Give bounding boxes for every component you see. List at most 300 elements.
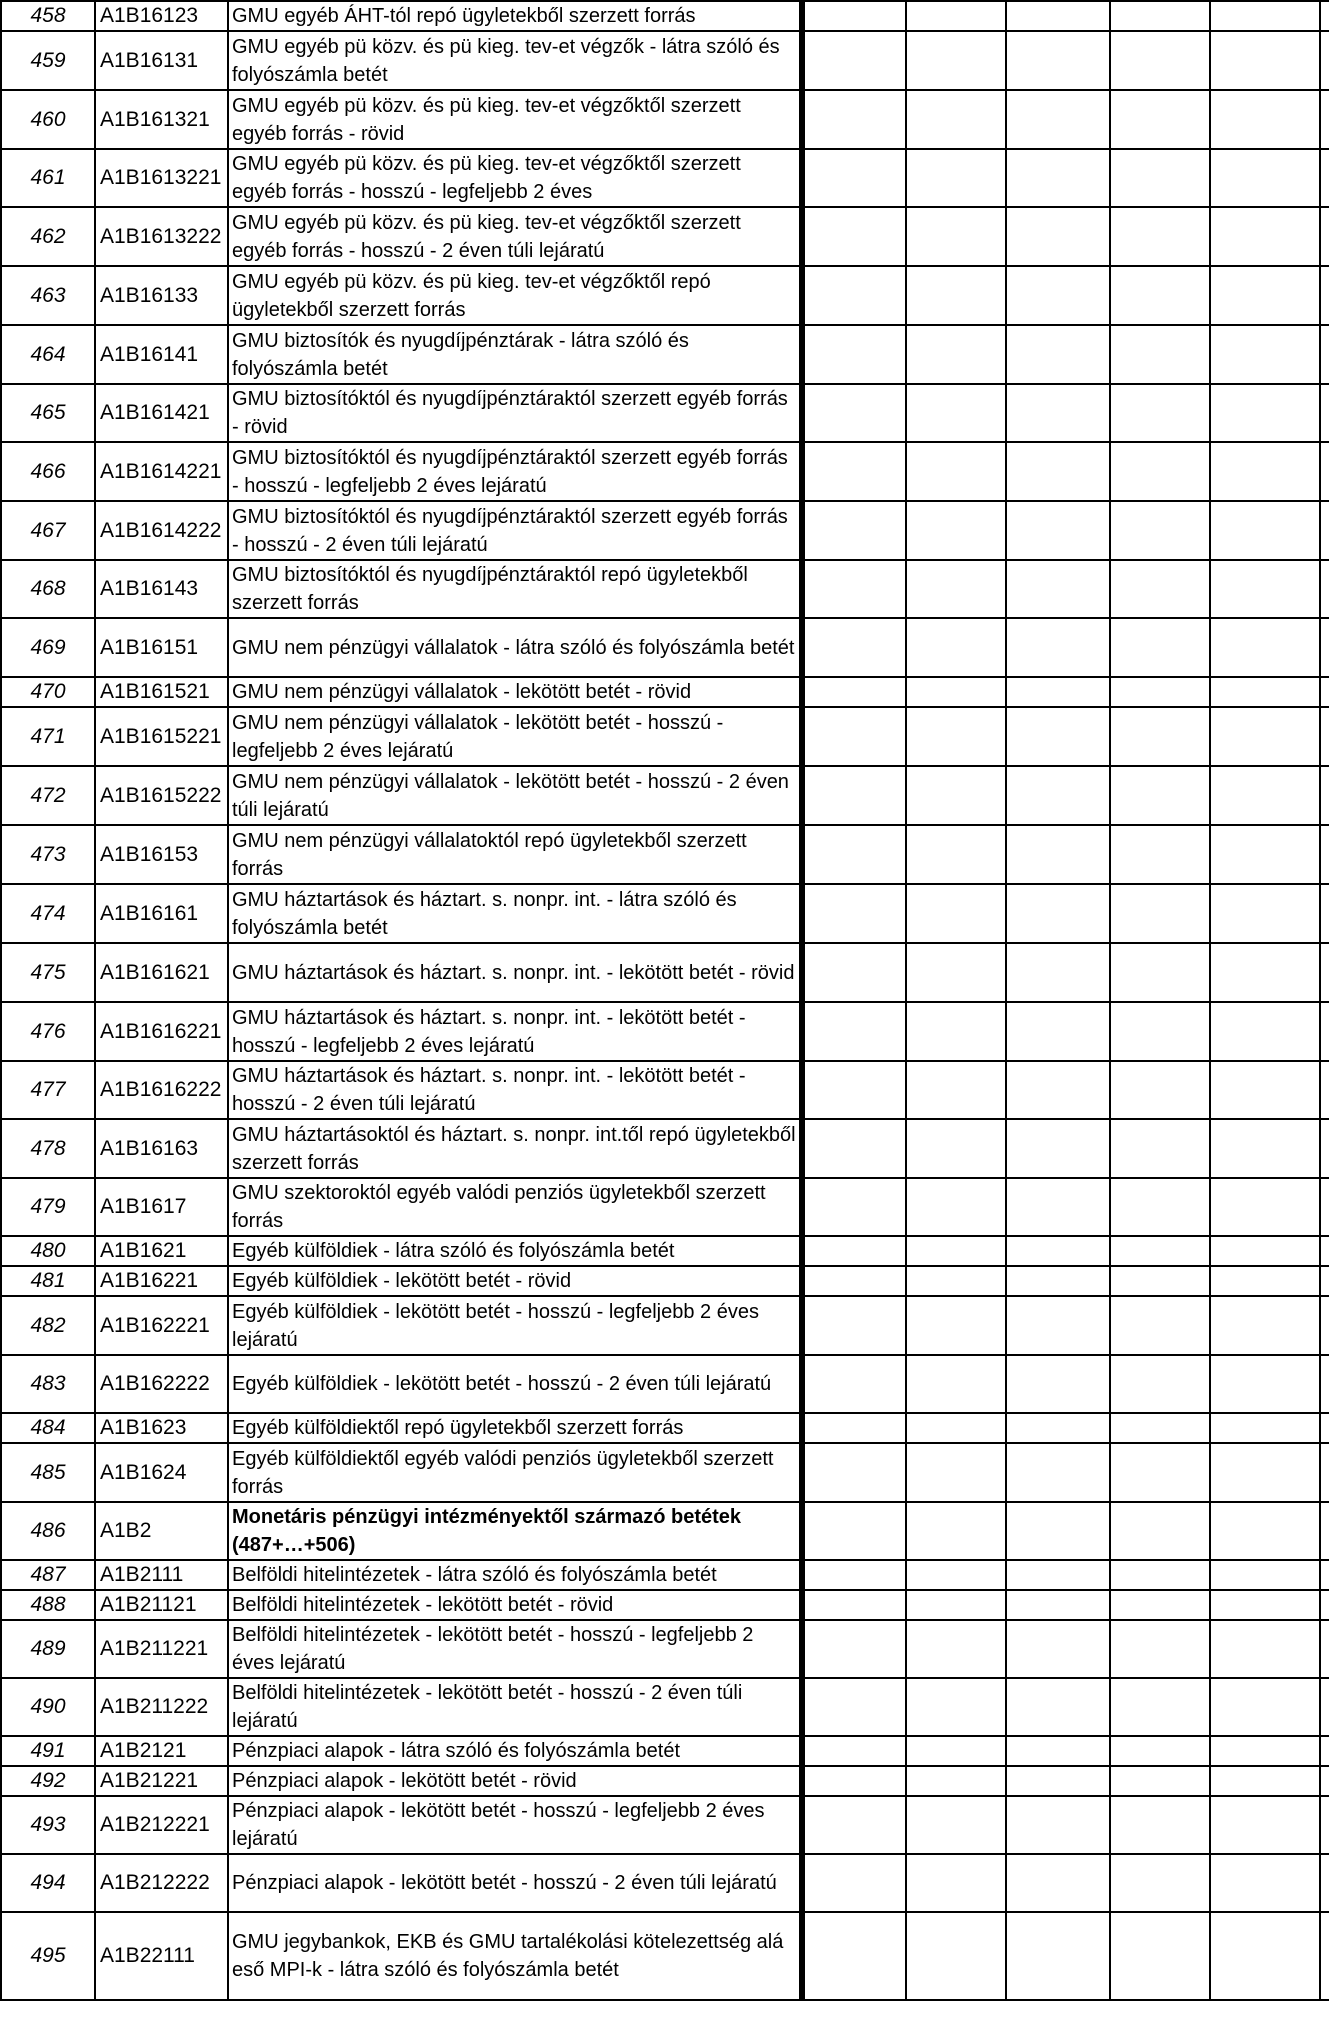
- empty-value-cell: [1210, 149, 1320, 207]
- empty-value-cell: [1006, 1766, 1110, 1796]
- empty-value-cell: [906, 1296, 1006, 1355]
- empty-value-cell: [1110, 266, 1210, 325]
- row-code: A1B22111: [95, 1912, 228, 2000]
- row-code: A1B1623: [95, 1413, 228, 1443]
- empty-value-cell: [802, 943, 906, 1002]
- row-description: GMU háztartások és háztart. s. nonpr. int. - lekötött betét - rövid: [228, 943, 802, 1002]
- empty-value-cell: [906, 1236, 1006, 1266]
- empty-value-cell: [1320, 677, 1329, 707]
- empty-value-cell: [802, 618, 906, 677]
- empty-value-cell: [1320, 825, 1329, 884]
- empty-value-cell: [1006, 90, 1110, 149]
- empty-value-cell: [1320, 501, 1329, 560]
- row-number: 466: [1, 442, 95, 501]
- table-row: [1, 1413, 1329, 1443]
- table-row: [1, 1, 1329, 31]
- empty-value-cell: [802, 1236, 906, 1266]
- empty-value-cell: [1210, 1502, 1320, 1560]
- empty-value-cell: [906, 149, 1006, 207]
- row-description: Egyéb külföldiek - lekötött betét - rövid: [228, 1266, 802, 1296]
- empty-value-cell: [1320, 1796, 1329, 1854]
- row-code: A1B16163: [95, 1119, 228, 1178]
- row-description: GMU biztosítóktól és nyugdíjpénztáraktól szerzett egyéb forrás - hosszú - legfeljebb 2 éves lejáratú: [228, 442, 802, 501]
- empty-value-cell: [906, 90, 1006, 149]
- empty-value-cell: [1006, 884, 1110, 943]
- empty-value-cell: [906, 1736, 1006, 1766]
- row-number: 489: [1, 1620, 95, 1678]
- empty-value-cell: [802, 501, 906, 560]
- row-code: A1B2: [95, 1502, 228, 1560]
- row-number: 468: [1, 560, 95, 618]
- empty-value-cell: [1210, 207, 1320, 266]
- row-code: A1B21221: [95, 1766, 228, 1796]
- empty-value-cell: [1320, 1, 1329, 31]
- row-number: 483: [1, 1355, 95, 1413]
- empty-value-cell: [906, 1912, 1006, 2000]
- table-row: [1, 1355, 1329, 1413]
- empty-value-cell: [1110, 501, 1210, 560]
- empty-value-cell: [1320, 442, 1329, 501]
- row-number: 458: [1, 1, 95, 31]
- row-code: A1B1616222: [95, 1061, 228, 1119]
- row-description: Egyéb külföldiek - lekötött betét - hosszú - 2 éven túli lejáratú: [228, 1355, 802, 1413]
- empty-value-cell: [1320, 1912, 1329, 2000]
- row-description: GMU háztartások és háztart. s. nonpr. int. - lekötött betét - hosszú - legfeljebb 2 éves lejáratú: [228, 1002, 802, 1061]
- empty-value-cell: [1210, 1912, 1320, 2000]
- row-code: A1B16141: [95, 325, 228, 384]
- empty-value-cell: [1006, 825, 1110, 884]
- row-code: A1B211221: [95, 1620, 228, 1678]
- table-row: [1, 766, 1329, 825]
- empty-value-cell: [1320, 90, 1329, 149]
- empty-value-cell: [1006, 1560, 1110, 1590]
- row-number: 486: [1, 1502, 95, 1560]
- row-description: GMU egyéb pü közv. és pü kieg. tev-et végzőktől szerzett egyéb forrás - hosszú - 2 éven túli lejáratú: [228, 207, 802, 266]
- table-row: [1, 1590, 1329, 1620]
- empty-value-cell: [802, 560, 906, 618]
- row-description: GMU biztosítóktól és nyugdíjpénztáraktól szerzett egyéb forrás - hosszú - 2 éven túli lejáratú: [228, 501, 802, 560]
- row-description: Egyéb külföldiektől egyéb valódi penziós ügyletekből szerzett forrás: [228, 1443, 802, 1502]
- table-row: [1, 1178, 1329, 1236]
- empty-value-cell: [1006, 1502, 1110, 1560]
- empty-value-cell: [1110, 1413, 1210, 1443]
- empty-value-cell: [1320, 1560, 1329, 1590]
- empty-value-cell: [1006, 501, 1110, 560]
- row-number: 476: [1, 1002, 95, 1061]
- empty-value-cell: [1320, 618, 1329, 677]
- empty-value-cell: [1210, 1620, 1320, 1678]
- row-code: A1B1614222: [95, 501, 228, 560]
- empty-value-cell: [1006, 1736, 1110, 1766]
- empty-value-cell: [1006, 1355, 1110, 1413]
- row-code: A1B212221: [95, 1796, 228, 1854]
- empty-value-cell: [1110, 149, 1210, 207]
- empty-value-cell: [906, 1178, 1006, 1236]
- empty-value-cell: [802, 1266, 906, 1296]
- empty-value-cell: [906, 1766, 1006, 1796]
- empty-value-cell: [1006, 325, 1110, 384]
- empty-value-cell: [1320, 384, 1329, 442]
- empty-value-cell: [802, 325, 906, 384]
- row-number: 472: [1, 766, 95, 825]
- empty-value-cell: [1110, 1266, 1210, 1296]
- row-description: GMU nem pénzügyi vállalatok - lekötött betét - hosszú - legfeljebb 2 éves lejáratú: [228, 707, 802, 766]
- empty-value-cell: [1210, 677, 1320, 707]
- empty-value-cell: [906, 825, 1006, 884]
- empty-value-cell: [1110, 766, 1210, 825]
- row-description: GMU biztosítóktól és nyugdíjpénztáraktól szerzett egyéb forrás - rövid: [228, 384, 802, 442]
- table-row: [1, 707, 1329, 766]
- row-number: 495: [1, 1912, 95, 2000]
- table-row: [1, 943, 1329, 1002]
- empty-value-cell: [1110, 1119, 1210, 1178]
- row-number: 462: [1, 207, 95, 266]
- empty-value-cell: [1110, 31, 1210, 90]
- row-description: GMU nem pénzügyi vállalatok - lekötött betét - rövid: [228, 677, 802, 707]
- empty-value-cell: [802, 1, 906, 31]
- row-number: 471: [1, 707, 95, 766]
- empty-value-cell: [802, 31, 906, 90]
- empty-value-cell: [906, 325, 1006, 384]
- row-number: 464: [1, 325, 95, 384]
- table-row: [1, 1502, 1329, 1560]
- table-row: [1, 618, 1329, 677]
- empty-value-cell: [802, 707, 906, 766]
- empty-value-cell: [1320, 325, 1329, 384]
- empty-value-cell: [906, 1443, 1006, 1502]
- empty-value-cell: [1110, 1355, 1210, 1413]
- empty-value-cell: [1110, 442, 1210, 501]
- empty-value-cell: [1320, 207, 1329, 266]
- table-row: [1, 1678, 1329, 1736]
- empty-value-cell: [906, 1061, 1006, 1119]
- empty-value-cell: [1006, 1266, 1110, 1296]
- empty-value-cell: [1320, 560, 1329, 618]
- row-code: A1B161321: [95, 90, 228, 149]
- empty-value-cell: [1210, 825, 1320, 884]
- row-code: A1B2111: [95, 1560, 228, 1590]
- row-description: Egyéb külföldiek - látra szóló és folyószámla betét: [228, 1236, 802, 1266]
- empty-value-cell: [1110, 1620, 1210, 1678]
- row-description: Belföldi hitelintézetek - lekötött betét - rövid: [228, 1590, 802, 1620]
- empty-value-cell: [802, 1296, 906, 1355]
- empty-value-cell: [1210, 943, 1320, 1002]
- row-description: GMU egyéb pü közv. és pü kieg. tev-et végzőktől repó ügyletekből szerzett forrás: [228, 266, 802, 325]
- empty-value-cell: [1110, 1296, 1210, 1355]
- empty-value-cell: [1006, 1002, 1110, 1061]
- row-code: A1B161521: [95, 677, 228, 707]
- row-code: A1B1615222: [95, 766, 228, 825]
- row-description: Pénzpiaci alapok - lekötött betét - hosszú - legfeljebb 2 éves lejáratú: [228, 1796, 802, 1854]
- empty-value-cell: [1110, 384, 1210, 442]
- row-code: A1B1613221: [95, 149, 228, 207]
- empty-value-cell: [906, 1266, 1006, 1296]
- table-row: [1, 825, 1329, 884]
- row-code: A1B16131: [95, 31, 228, 90]
- empty-value-cell: [1210, 90, 1320, 149]
- table-row: [1, 1620, 1329, 1678]
- empty-value-cell: [1110, 1854, 1210, 1912]
- empty-value-cell: [906, 1, 1006, 31]
- row-description: GMU egyéb pü közv. és pü kieg. tev-et végzők - látra szóló és folyószámla betét: [228, 31, 802, 90]
- row-number: 477: [1, 1061, 95, 1119]
- row-description: Pénzpiaci alapok - lekötött betét - hosszú - 2 éven túli lejáratú: [228, 1854, 802, 1912]
- table-row: [1, 1912, 1329, 2000]
- row-description: GMU háztartások és háztart. s. nonpr. int. - látra szóló és folyószámla betét: [228, 884, 802, 943]
- empty-value-cell: [802, 1119, 906, 1178]
- table-row: [1, 31, 1329, 90]
- table-row: [1, 560, 1329, 618]
- row-number: 474: [1, 884, 95, 943]
- row-code: A1B21121: [95, 1590, 228, 1620]
- empty-value-cell: [906, 1590, 1006, 1620]
- empty-value-cell: [1110, 207, 1210, 266]
- empty-value-cell: [1110, 884, 1210, 943]
- empty-value-cell: [802, 1854, 906, 1912]
- empty-value-cell: [802, 1443, 906, 1502]
- empty-value-cell: [1210, 1355, 1320, 1413]
- empty-value-cell: [1110, 1178, 1210, 1236]
- empty-value-cell: [1006, 677, 1110, 707]
- empty-value-cell: [1320, 1236, 1329, 1266]
- empty-value-cell: [1320, 1736, 1329, 1766]
- row-number: 492: [1, 1766, 95, 1796]
- empty-value-cell: [1006, 207, 1110, 266]
- row-code: A1B16123: [95, 1, 228, 31]
- row-number: 461: [1, 149, 95, 207]
- empty-value-cell: [1006, 1061, 1110, 1119]
- row-code: A1B16133: [95, 266, 228, 325]
- empty-value-cell: [1110, 325, 1210, 384]
- empty-value-cell: [1110, 1502, 1210, 1560]
- empty-value-cell: [1210, 884, 1320, 943]
- empty-value-cell: [1110, 1796, 1210, 1854]
- row-number: 479: [1, 1178, 95, 1236]
- empty-value-cell: [1006, 560, 1110, 618]
- empty-value-cell: [906, 1796, 1006, 1854]
- row-description: GMU nem pénzügyi vállalatok - lekötött betét - hosszú - 2 éven túli lejáratú: [228, 766, 802, 825]
- empty-value-cell: [1110, 1061, 1210, 1119]
- empty-value-cell: [1210, 442, 1320, 501]
- table-row: [1, 501, 1329, 560]
- empty-value-cell: [1110, 618, 1210, 677]
- empty-value-cell: [1320, 1119, 1329, 1178]
- empty-value-cell: [1320, 1678, 1329, 1736]
- table-row: [1, 442, 1329, 501]
- row-number: 487: [1, 1560, 95, 1590]
- empty-value-cell: [802, 677, 906, 707]
- empty-value-cell: [1320, 884, 1329, 943]
- empty-value-cell: [1110, 560, 1210, 618]
- empty-value-cell: [1320, 1443, 1329, 1502]
- empty-value-cell: [1006, 766, 1110, 825]
- row-code: A1B1614221: [95, 442, 228, 501]
- empty-value-cell: [802, 1796, 906, 1854]
- empty-value-cell: [906, 1502, 1006, 1560]
- empty-value-cell: [1006, 1443, 1110, 1502]
- empty-value-cell: [1320, 1266, 1329, 1296]
- empty-value-cell: [1210, 1119, 1320, 1178]
- empty-value-cell: [1320, 943, 1329, 1002]
- empty-value-cell: [1006, 31, 1110, 90]
- empty-value-cell: [802, 1178, 906, 1236]
- row-code: A1B1615221: [95, 707, 228, 766]
- empty-value-cell: [1006, 1590, 1110, 1620]
- empty-value-cell: [1110, 90, 1210, 149]
- empty-value-cell: [1210, 1061, 1320, 1119]
- empty-value-cell: [1210, 266, 1320, 325]
- empty-value-cell: [906, 1119, 1006, 1178]
- empty-value-cell: [1110, 1002, 1210, 1061]
- row-code: A1B16161: [95, 884, 228, 943]
- empty-value-cell: [1006, 1854, 1110, 1912]
- empty-value-cell: [1320, 1620, 1329, 1678]
- empty-value-cell: [1210, 1590, 1320, 1620]
- table-row: [1, 325, 1329, 384]
- empty-value-cell: [1320, 31, 1329, 90]
- row-number: 482: [1, 1296, 95, 1355]
- table-row: [1, 1560, 1329, 1590]
- table-row: [1, 1766, 1329, 1796]
- empty-value-cell: [802, 90, 906, 149]
- empty-value-cell: [1006, 1413, 1110, 1443]
- empty-value-cell: [1210, 1236, 1320, 1266]
- empty-value-cell: [802, 1560, 906, 1590]
- row-description: GMU szektoroktól egyéb valódi penziós ügyletekből szerzett forrás: [228, 1178, 802, 1236]
- table-row: [1, 266, 1329, 325]
- row-number: 460: [1, 90, 95, 149]
- empty-value-cell: [1110, 1236, 1210, 1266]
- table-row: [1, 1443, 1329, 1502]
- row-description: GMU nem pénzügyi vállalatok - látra szóló és folyószámla betét: [228, 618, 802, 677]
- row-number: 459: [1, 31, 95, 90]
- empty-value-cell: [802, 1061, 906, 1119]
- row-description: Pénzpiaci alapok - látra szóló és folyószámla betét: [228, 1736, 802, 1766]
- row-code: A1B1617: [95, 1178, 228, 1236]
- empty-value-cell: [1110, 1736, 1210, 1766]
- empty-value-cell: [1210, 1, 1320, 31]
- row-code: A1B161421: [95, 384, 228, 442]
- row-code: A1B16221: [95, 1266, 228, 1296]
- empty-value-cell: [906, 31, 1006, 90]
- empty-value-cell: [1210, 1766, 1320, 1796]
- empty-value-cell: [1006, 442, 1110, 501]
- table-row: [1, 90, 1329, 149]
- empty-value-cell: [1210, 1443, 1320, 1502]
- empty-value-cell: [906, 1678, 1006, 1736]
- empty-value-cell: [1110, 677, 1210, 707]
- row-number: 469: [1, 618, 95, 677]
- row-code: A1B162221: [95, 1296, 228, 1355]
- row-number: 467: [1, 501, 95, 560]
- empty-value-cell: [1320, 1502, 1329, 1560]
- empty-value-cell: [1110, 943, 1210, 1002]
- empty-value-cell: [802, 1502, 906, 1560]
- empty-value-cell: [1210, 1178, 1320, 1236]
- row-code: A1B1624: [95, 1443, 228, 1502]
- row-code: A1B16151: [95, 618, 228, 677]
- row-number: 484: [1, 1413, 95, 1443]
- table-row: [1, 1266, 1329, 1296]
- empty-value-cell: [1006, 1119, 1110, 1178]
- empty-value-cell: [802, 1355, 906, 1413]
- row-description: GMU biztosítók és nyugdíjpénztárak - látra szóló és folyószámla betét: [228, 325, 802, 384]
- empty-value-cell: [1320, 1296, 1329, 1355]
- empty-value-cell: [906, 1355, 1006, 1413]
- empty-value-cell: [1110, 1590, 1210, 1620]
- empty-value-cell: [1006, 149, 1110, 207]
- table-row: [1, 1796, 1329, 1854]
- empty-value-cell: [1006, 1620, 1110, 1678]
- empty-value-cell: [906, 1620, 1006, 1678]
- empty-value-cell: [802, 384, 906, 442]
- empty-value-cell: [802, 149, 906, 207]
- empty-value-cell: [906, 384, 1006, 442]
- empty-value-cell: [802, 1766, 906, 1796]
- empty-value-cell: [1210, 618, 1320, 677]
- row-code: A1B16153: [95, 825, 228, 884]
- empty-value-cell: [1210, 1560, 1320, 1590]
- empty-value-cell: [1110, 1678, 1210, 1736]
- row-code: A1B1621: [95, 1236, 228, 1266]
- row-code: A1B16143: [95, 560, 228, 618]
- empty-value-cell: [1110, 1912, 1210, 2000]
- empty-value-cell: [906, 1413, 1006, 1443]
- row-number: 493: [1, 1796, 95, 1854]
- row-description: Belföldi hitelintézetek - lekötött betét - hosszú - 2 éven túli lejáratú: [228, 1678, 802, 1736]
- table-row: [1, 1854, 1329, 1912]
- empty-value-cell: [1320, 149, 1329, 207]
- row-number: 475: [1, 943, 95, 1002]
- row-number: 470: [1, 677, 95, 707]
- row-description: GMU háztartásoktól és háztart. s. nonpr. int.től repó ügyletekből szerzett forrás: [228, 1119, 802, 1178]
- row-code: A1B2121: [95, 1736, 228, 1766]
- empty-value-cell: [1320, 1413, 1329, 1443]
- empty-value-cell: [802, 1678, 906, 1736]
- empty-value-cell: [1320, 1854, 1329, 1912]
- empty-value-cell: [1210, 1413, 1320, 1443]
- empty-value-cell: [1210, 560, 1320, 618]
- empty-value-cell: [1320, 1178, 1329, 1236]
- empty-value-cell: [802, 825, 906, 884]
- empty-value-cell: [1210, 1296, 1320, 1355]
- row-code: A1B212222: [95, 1854, 228, 1912]
- empty-value-cell: [1006, 618, 1110, 677]
- row-code: A1B1616221: [95, 1002, 228, 1061]
- empty-value-cell: [1006, 384, 1110, 442]
- empty-value-cell: [906, 1560, 1006, 1590]
- empty-value-cell: [802, 1590, 906, 1620]
- empty-value-cell: [1210, 31, 1320, 90]
- empty-value-cell: [1210, 1002, 1320, 1061]
- empty-value-cell: [1210, 1854, 1320, 1912]
- empty-value-cell: [906, 442, 1006, 501]
- empty-value-cell: [1110, 1560, 1210, 1590]
- empty-value-cell: [802, 442, 906, 501]
- row-number: 478: [1, 1119, 95, 1178]
- empty-value-cell: [1006, 1912, 1110, 2000]
- empty-value-cell: [906, 884, 1006, 943]
- empty-value-cell: [1110, 707, 1210, 766]
- empty-value-cell: [1110, 1, 1210, 31]
- row-number: 480: [1, 1236, 95, 1266]
- table-row: [1, 1736, 1329, 1766]
- empty-value-cell: [1006, 1, 1110, 31]
- empty-value-cell: [802, 884, 906, 943]
- empty-value-cell: [802, 207, 906, 266]
- table-row: [1, 884, 1329, 943]
- row-number: 491: [1, 1736, 95, 1766]
